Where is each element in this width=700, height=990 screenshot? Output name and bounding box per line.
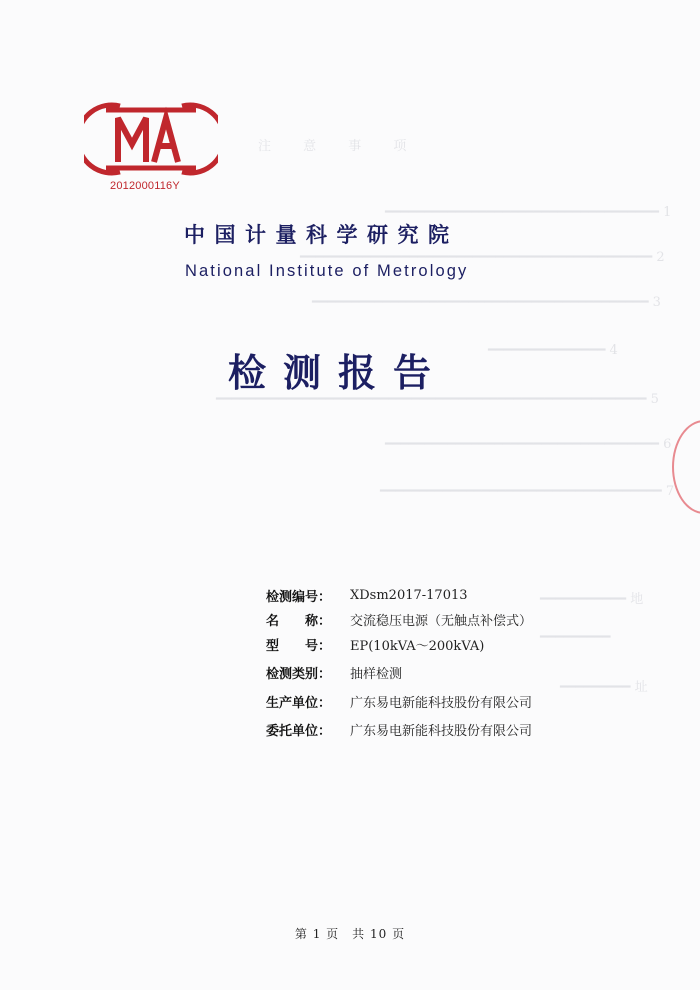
info-value: EP(10kVA～200kVA) [350,638,485,654]
info-row-test-category [266,661,646,686]
show-through-text: ━━━━━━━━━ 址 [560,680,648,695]
report-info-block [266,583,646,742]
info-row-model [266,632,646,657]
info-label: 生产单位： [266,695,332,711]
info-label: 委托单位： [266,724,332,740]
show-through-text: ━━━━━━━━━━━━━━━━━━━━━━━━━━━━━━━━━━━━━━━━━━━ 3 [312,295,661,310]
institute-name-en: National Institute of Metrology [185,262,469,280]
page-footer: 第 1 页 共 10 页 [294,927,406,941]
show-through-text: ━━━━━━━━━━━━━━━━━━━━━━━━━━━━━━━━━━━━━━━━━━━━━ 2 [300,250,665,265]
cma-cert-number: 2012000116Y [110,180,180,192]
cma-stamp-logo [84,98,218,180]
show-through-text: ━━━━━━━━━━━━━━━━━━━━━━━━━━━━━━━━━━━ 1 [385,205,672,220]
info-row-name [266,608,646,633]
info-row-report-number [266,583,646,608]
show-through-text: ━━━━━━━━━━━━━━━━━━━━━━━━━━━━━━━━━━━ 6 [385,437,672,452]
info-value: 交流稳压电源（无触点补偿式） [350,614,533,630]
info-label: 名 称： [266,614,332,630]
show-through-text: ━━━━━━━━━━━━━━━━━━━━━━━━━━━━━━━━━━━━━━━━━━━━━━━━━━━━━━━ 5 [216,392,659,407]
show-through-text: ━━━━━━━━━━━━━━━━━━━━━━━━━━━━━━━━━━━━ 7 [380,484,675,499]
institute-name-cn: 中国计量科学研究院 [184,223,459,247]
info-label: 检测编号： [266,589,332,605]
show-through-text: ━━━━━━━━━━━ 地 [540,592,644,607]
seal-edge-mark [672,420,700,514]
info-value: 抽样检测 [350,667,403,683]
info-value: 广东易电新能科技股份有限公司 [350,695,533,711]
info-row-client [266,718,646,743]
info-value: XDsm2017-17013 [350,587,468,603]
show-through-text: ━━━━━━━━━━━━━━━ 4 [488,343,618,358]
info-row-manufacturer [266,689,646,714]
show-through-text: ━━━━━━━━━ [540,630,611,645]
info-label: 型 号： [266,638,332,654]
info-value: 广东易电新能科技股份有限公司 [350,724,533,740]
info-label: 检测类别： [266,667,332,683]
show-through-text: 注 意 事 项 [258,139,421,154]
report-title: 检测报告 [228,351,449,395]
